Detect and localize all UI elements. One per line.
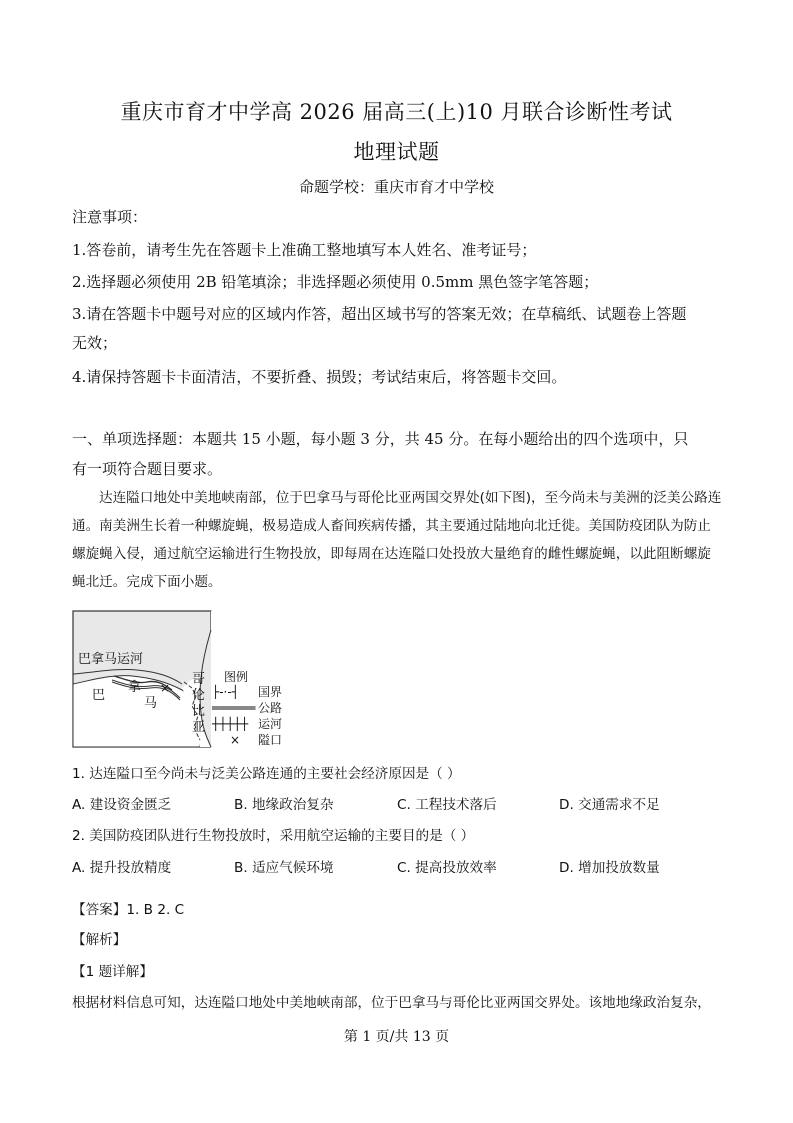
pass-marker: × — [160, 681, 171, 695]
legend-canal-row: ┼┼┼┼┼ 运河 — [212, 717, 283, 731]
q2-option-d: D. 增加投放数量 — [559, 860, 660, 876]
q1-option-c: C. 工程技术落后 — [397, 797, 497, 813]
detail-text: 根据材料信息可知，达连隘口地处中美地峡南部，位于巴拿马与哥伦比亚两国交界处。该地地缘政治复杂， — [72, 995, 711, 1011]
detail-label: 【1 题详解】 — [72, 964, 153, 980]
q1-option-b: B. 地缘政治复杂 — [234, 797, 334, 813]
notice-item-2: 2.选择题必须使用 2B 铅笔填涂；非选择题必须使用 0.5mm 黑色签字笔答题； — [72, 273, 599, 291]
notice-item-1: 1.答卷前，请考生先在答题卡上准确工整地填写本人姓名、准考证号； — [72, 241, 537, 259]
notice-item-3: 3.请在答题卡中题号对应的区域内作答，超出区域书写的答案无效；在草稿纸、试题卷上答题 — [72, 305, 687, 323]
darien-map — [72, 610, 292, 750]
q1-option-a: A. 建设资金匮乏 — [72, 797, 172, 813]
section-heading: 一、单项选择题：本题共 15 小题，每小题 3 分，共 45 分。在每小题给出的四个选项中，只 — [72, 430, 689, 448]
notice-heading: 注意事项： — [72, 208, 148, 226]
question-2-stem: 2. 美国防疫团队进行生物投放时，采用航空运输的主要目的是（ ） — [72, 828, 475, 844]
passage — [72, 484, 724, 596]
q2-option-c: C. 提高投放效率 — [397, 860, 497, 876]
passage-text: 达连隘口地处中美地峡南部，位于巴拿马与哥伦比亚两国交界处(如下图)，至今尚未与美洲的泛美公路连通。南美洲生长着一种螺旋蝇，极易造成人畜间疾病传播，其主要通过陆地向北迁徙。美国防疫团队为防止螺旋蝇入侵，通过航空运输进行生物投放，即每周在达连隘口处投放大量绝育的雌性螺旋蝇，以此阻断螺旋蝇北迁。完成下面小题。 — [72, 490, 722, 590]
legend — [212, 684, 282, 748]
notice-item-3-cont: 无效； — [72, 334, 118, 352]
legend-border-label: 国界 — [258, 685, 283, 699]
answer-label: 【答案】 — [72, 902, 127, 918]
q2-option-a: A. 提升投放精度 — [72, 860, 172, 876]
school-line: 命题学校：重庆市育才中学校 — [298, 178, 494, 196]
legend-canal-label: 运河 — [258, 717, 283, 731]
q1-option-d: D. 交通需求不足 — [559, 797, 660, 813]
canal-label: 巴拿马运河 — [78, 652, 144, 667]
legend-title: 图例 — [224, 670, 249, 684]
panama-label-3: 马 — [144, 696, 158, 711]
q2-option-b: B. 适应气候环境 — [234, 860, 334, 876]
legend-pass-row: × 隘口 — [229, 733, 283, 747]
analysis-label: 【解析】 — [72, 932, 127, 948]
page-number: 第 1 页/共 13 页 — [343, 1029, 450, 1045]
legend-border-row: ├-·-┤ 国界 — [212, 685, 283, 699]
legend-road-label: 公路 — [258, 701, 283, 715]
legend-road-row: ══════ 公路 — [212, 701, 283, 715]
exam-title: 重庆市育才中学高 2026 届高三(上)10 月联合诊断性考试 — [120, 100, 673, 124]
question-1-stem: 1. 达连隘口至今尚未与泛美公路连通的主要社会经济原因是（ ） — [72, 766, 461, 782]
panama-label-1: 巴 — [92, 688, 106, 703]
notice-item-4: 4.请保持答题卡卡面清洁，不要折叠、损毁；考试结束后，将答题卡交回。 — [72, 368, 567, 386]
panama-label-2: 拿 — [128, 680, 142, 695]
colombia-label: 哥伦比亚 — [192, 672, 206, 735]
answer-line — [72, 898, 184, 918]
section-heading-cont: 有一项符合题目要求。 — [72, 460, 223, 478]
legend-pass-label: 隘口 — [258, 733, 283, 747]
subject-title: 地理试题 — [353, 140, 440, 164]
answer-values: 1. B 2. C — [126, 902, 185, 918]
